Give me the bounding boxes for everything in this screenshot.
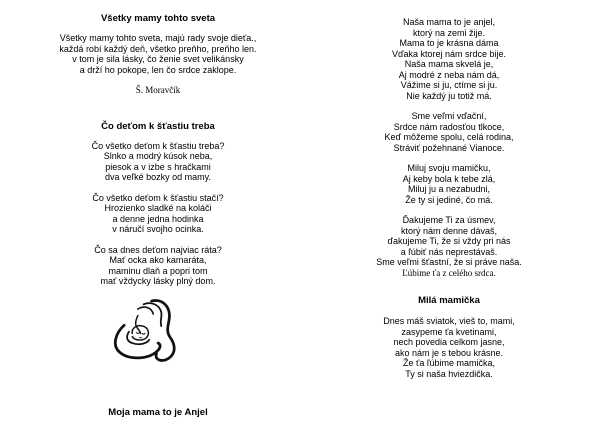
- poem-line: Že ty si jediné, čo má.: [405, 194, 493, 205]
- poem-line: Naša mama skvelá je,: [404, 59, 494, 69]
- mother-and-baby-illustration: [111, 297, 189, 381]
- poem-line: Čo sa dnes deťom najviac ráta?: [94, 244, 222, 255]
- poem-line: Miluj ju a nezabudni,: [407, 184, 491, 194]
- poem-line: Keď môžeme spolu, celá rodina,: [384, 132, 514, 142]
- poem-title-vsetky-mamy: Všetky mamy tohto sveta: [100, 13, 216, 24]
- poem-line: v náručí svojho ocinka.: [112, 224, 204, 234]
- poem2-stanza-1: [17, 141, 299, 183]
- poem-line: Ďakujeme Ti za úsmev,: [402, 215, 496, 225]
- poem-line: ktorý na zemi žije.: [412, 27, 486, 38]
- poem-line: a ľúbiť nás neprestávaš.: [400, 246, 498, 257]
- poem-line: Srdce nám radosťou tlkoce,: [393, 121, 505, 132]
- poem-line: Naša mama to je anjel,: [402, 17, 496, 27]
- poem-line: Nie každý ju totiž má.: [406, 90, 492, 101]
- poem-line: a denne jedna hodinka: [112, 213, 204, 224]
- poem-line: Slnko a modrý kúsok neba,: [103, 151, 213, 161]
- poem-line: maminu dlaň a popri tom: [108, 265, 208, 276]
- poem4-stanza-1: [336, 17, 562, 101]
- left-column: [17, 0, 299, 418]
- poem-line: zasypeme ťa kvetinami,: [401, 326, 497, 337]
- poem-line: ako nám je s tebou krásne.: [394, 347, 504, 358]
- poem4-stanza-2: [336, 111, 562, 153]
- poem-line: ďakujeme Ti, že si vždy pri nás: [387, 236, 511, 246]
- poem-title-mila-mamicka: Milá mamička: [418, 295, 480, 306]
- poem-line: Ty si naša hviezdička.: [405, 368, 493, 379]
- poem-line: Hrozienko sladké na koláči: [104, 203, 212, 213]
- poem-line: v tom je sila lásky, čo ženie svet velikánsky: [72, 54, 244, 64]
- poem-line: ktorý nám denne dávaš,: [400, 225, 498, 236]
- poem-line: Vďaka ktorej nám srdce bije.: [391, 48, 507, 59]
- poem4-stanza-4: [336, 215, 562, 278]
- poem-line: a drží ho pokope, len čo srdce zaklope.: [79, 64, 237, 75]
- poem2-stanza-3: [17, 245, 299, 287]
- poem-line: Sme veľmi šťastní, že si práve naša.: [376, 257, 522, 267]
- poem-line: Čo všetko deťom k šťastiu treba?: [91, 140, 225, 151]
- poem-line: Dnes máš sviatok, vieš to, mami,: [383, 316, 515, 326]
- poem1-author: Š. Moravčík: [135, 85, 181, 95]
- poem-line: Vážime si ju, ctíme si ju.: [400, 80, 498, 90]
- poem-line: nech povedia celkom jasne,: [393, 337, 505, 347]
- poem-line: Čo všetko deťom k šťastiu stačí?: [92, 192, 224, 203]
- poem5-stanza: [336, 316, 562, 379]
- illustration-container: [17, 297, 299, 381]
- poem-title-co-detom: Čo deťom k šťastiu treba: [101, 120, 215, 132]
- poem-line: Mať ocka ako kamaráta,: [109, 255, 207, 265]
- poem-line: Sme veľmi vďační,: [411, 111, 487, 121]
- poem-line: dva veľké bozky od mamy.: [104, 172, 211, 182]
- poem-line: Všetky mamy tohto sveta, majú rady svoje dieťa.,: [59, 33, 257, 43]
- right-column: [336, 0, 562, 389]
- poem-title-moja-mama: Moja mama to je Anjel: [108, 406, 208, 418]
- poem2-stanza-2: [17, 193, 299, 235]
- poem-line: piesok a v izbe s hračkami: [105, 161, 211, 172]
- poem-line: Aj keby bola k tebe zlá,: [402, 173, 496, 184]
- poem-line: Že ťa ľúbime mamička,: [402, 358, 496, 368]
- poem-line: Stráviť požehnané Vianoce.: [393, 142, 505, 153]
- poem-line: Aj modré z neba nám dá,: [398, 69, 500, 80]
- poem4-stanza-3: [336, 163, 562, 205]
- poem-line: Miluj svoju mamičku,: [407, 163, 491, 173]
- poem1-stanza: [17, 33, 299, 75]
- poem-closing-line: Ľúbime ťa z celého srdca.: [402, 267, 496, 278]
- poem-line: Mama to je krásna dáma: [399, 38, 499, 48]
- poem-line: každá robí každý deň, všetko preňho, preňho len.: [59, 43, 257, 54]
- poem-line: mať vždycky lásky plný dom.: [100, 276, 216, 286]
